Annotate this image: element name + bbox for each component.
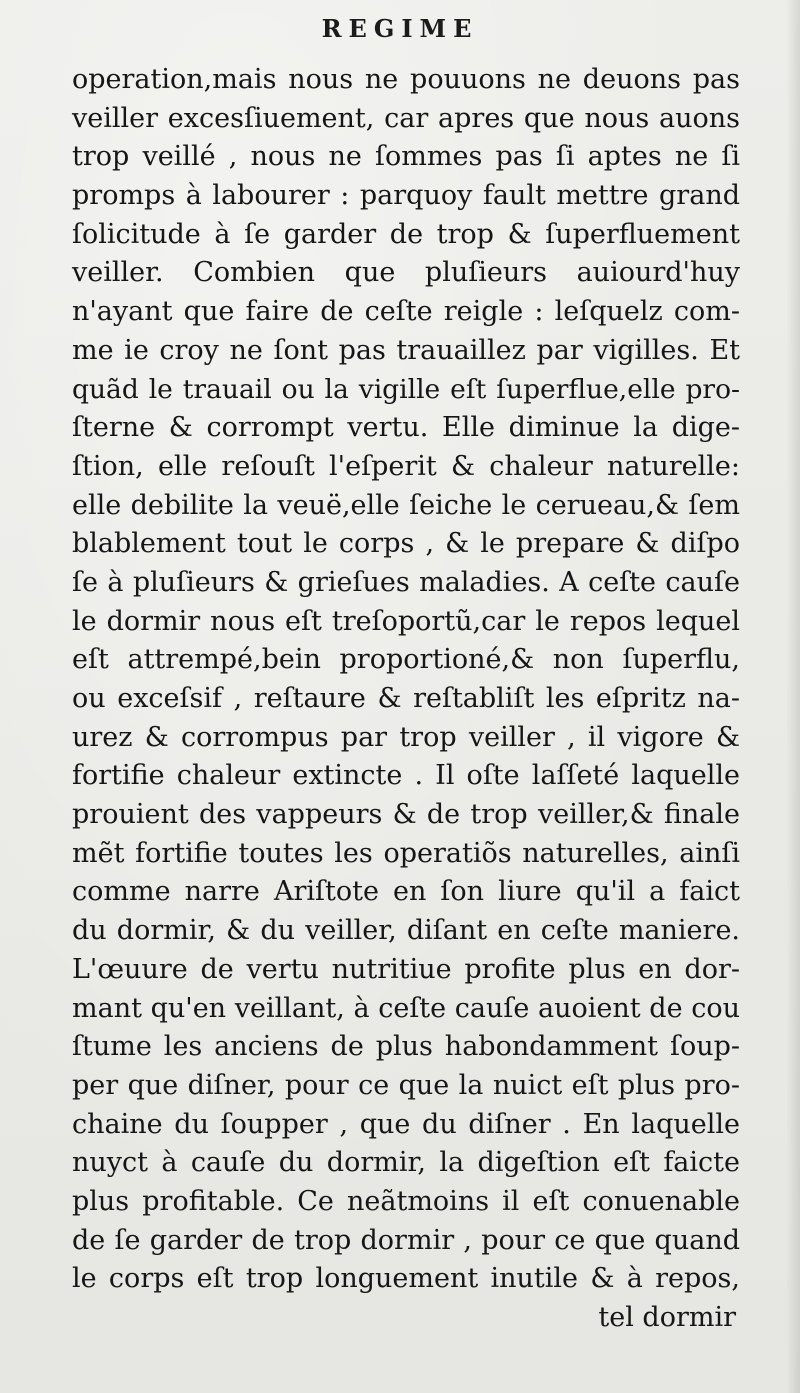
text-line: ou exceſsif , reſtaure & reſtabliſt les eſpritz na- [72,683,740,714]
text-line: blablement tout le corps , & le prepare & diſpo [72,528,740,560]
text-line: ſtion, elle reſouſt l'eſperit & chaleur naturelle: [72,450,740,482]
text-line: ſterne & corrompt vertu. Elle diminue la dige- [72,412,740,444]
text-line: elle debilite la veuë,elle ſeiche le cerueau,& ſem [72,489,740,521]
text-line: ſtume les anciens de plus habondamment ſoup- [72,1031,740,1063]
text-line: prouient des vappeurs & de trop veiller,& finale [72,799,740,831]
text-line: plus profitable. Ce neãtmoins il eſt conuenable [72,1185,740,1217]
text-line: promps à labourer : parquoy fault mettre grand [72,180,740,212]
catchword-line: tel dormir [598,1302,736,1333]
text-line: du dormir, & du veiller, diſant en ceſte maniere. [72,915,740,947]
text-line: veiller excesſiuement, car apres que nous auons [72,102,740,134]
text-line: eſt attrempé,bein proportioné,& non ſuperflu, [72,644,740,676]
text-line: L'œuure de vertu nutritiue profite plus en dor- [72,953,740,985]
text-line: trop veillé , nous ne ſommes pas ſi aptes ne ſi [72,141,740,173]
text-line: de ſe garder de trop dormir , pour ce que quand [72,1224,740,1256]
text-line: chaine du ſoupper , que du diſner . En laquelle [72,1108,740,1140]
text-line: me ie croy ne ſont pas trauaillez par vigilles. Et [72,334,740,366]
body-text [72,61,740,1338]
text-line: ſe à pluſieurs & grieſues maladies. A ceſte cauſe [72,566,740,598]
text-line: mant qu'en veillant, à ceſte cauſe auoient de cou [72,992,740,1024]
text-line: operation,mais nous ne pouuons ne deuons pas [72,64,740,95]
running-head: REGIME [321,14,479,43]
text-line: le dormir nous eſt treſoportũ,car le repos lequel [72,605,740,637]
text-line: n'ayant que faire de ceſte reigle : leſquelz com- [72,296,740,328]
text-line: veiller. Combien que pluſieurs auiourd'huy [72,257,740,289]
text-line: ſolicitude à ſe garder de trop & ſuperfluement [72,218,740,250]
text-line: comme narre Ariſtote en ſon liure qu'il a faict [72,876,740,908]
text-line: per que diſner, pour ce que la nuict eſt plus pro- [72,1069,740,1101]
text-line: urez & corrompus par trop veiller , il vigore & [72,721,740,753]
text-line: nuyct à cauſe du dormir, la digeſtion eſt faicte [72,1147,740,1179]
text-line: fortifie chaleur extincte . Il oſte laſſeté laquelle [72,760,740,792]
text-line: mẽt fortifie toutes les operatiõs naturelles, ainſi [72,837,740,869]
text-line: quãd le trauail ou la vigille eſt ſuperflue,elle pro- [72,373,740,405]
text-line: le corps eſt trop longuement inutile & à repos, [72,1263,740,1295]
